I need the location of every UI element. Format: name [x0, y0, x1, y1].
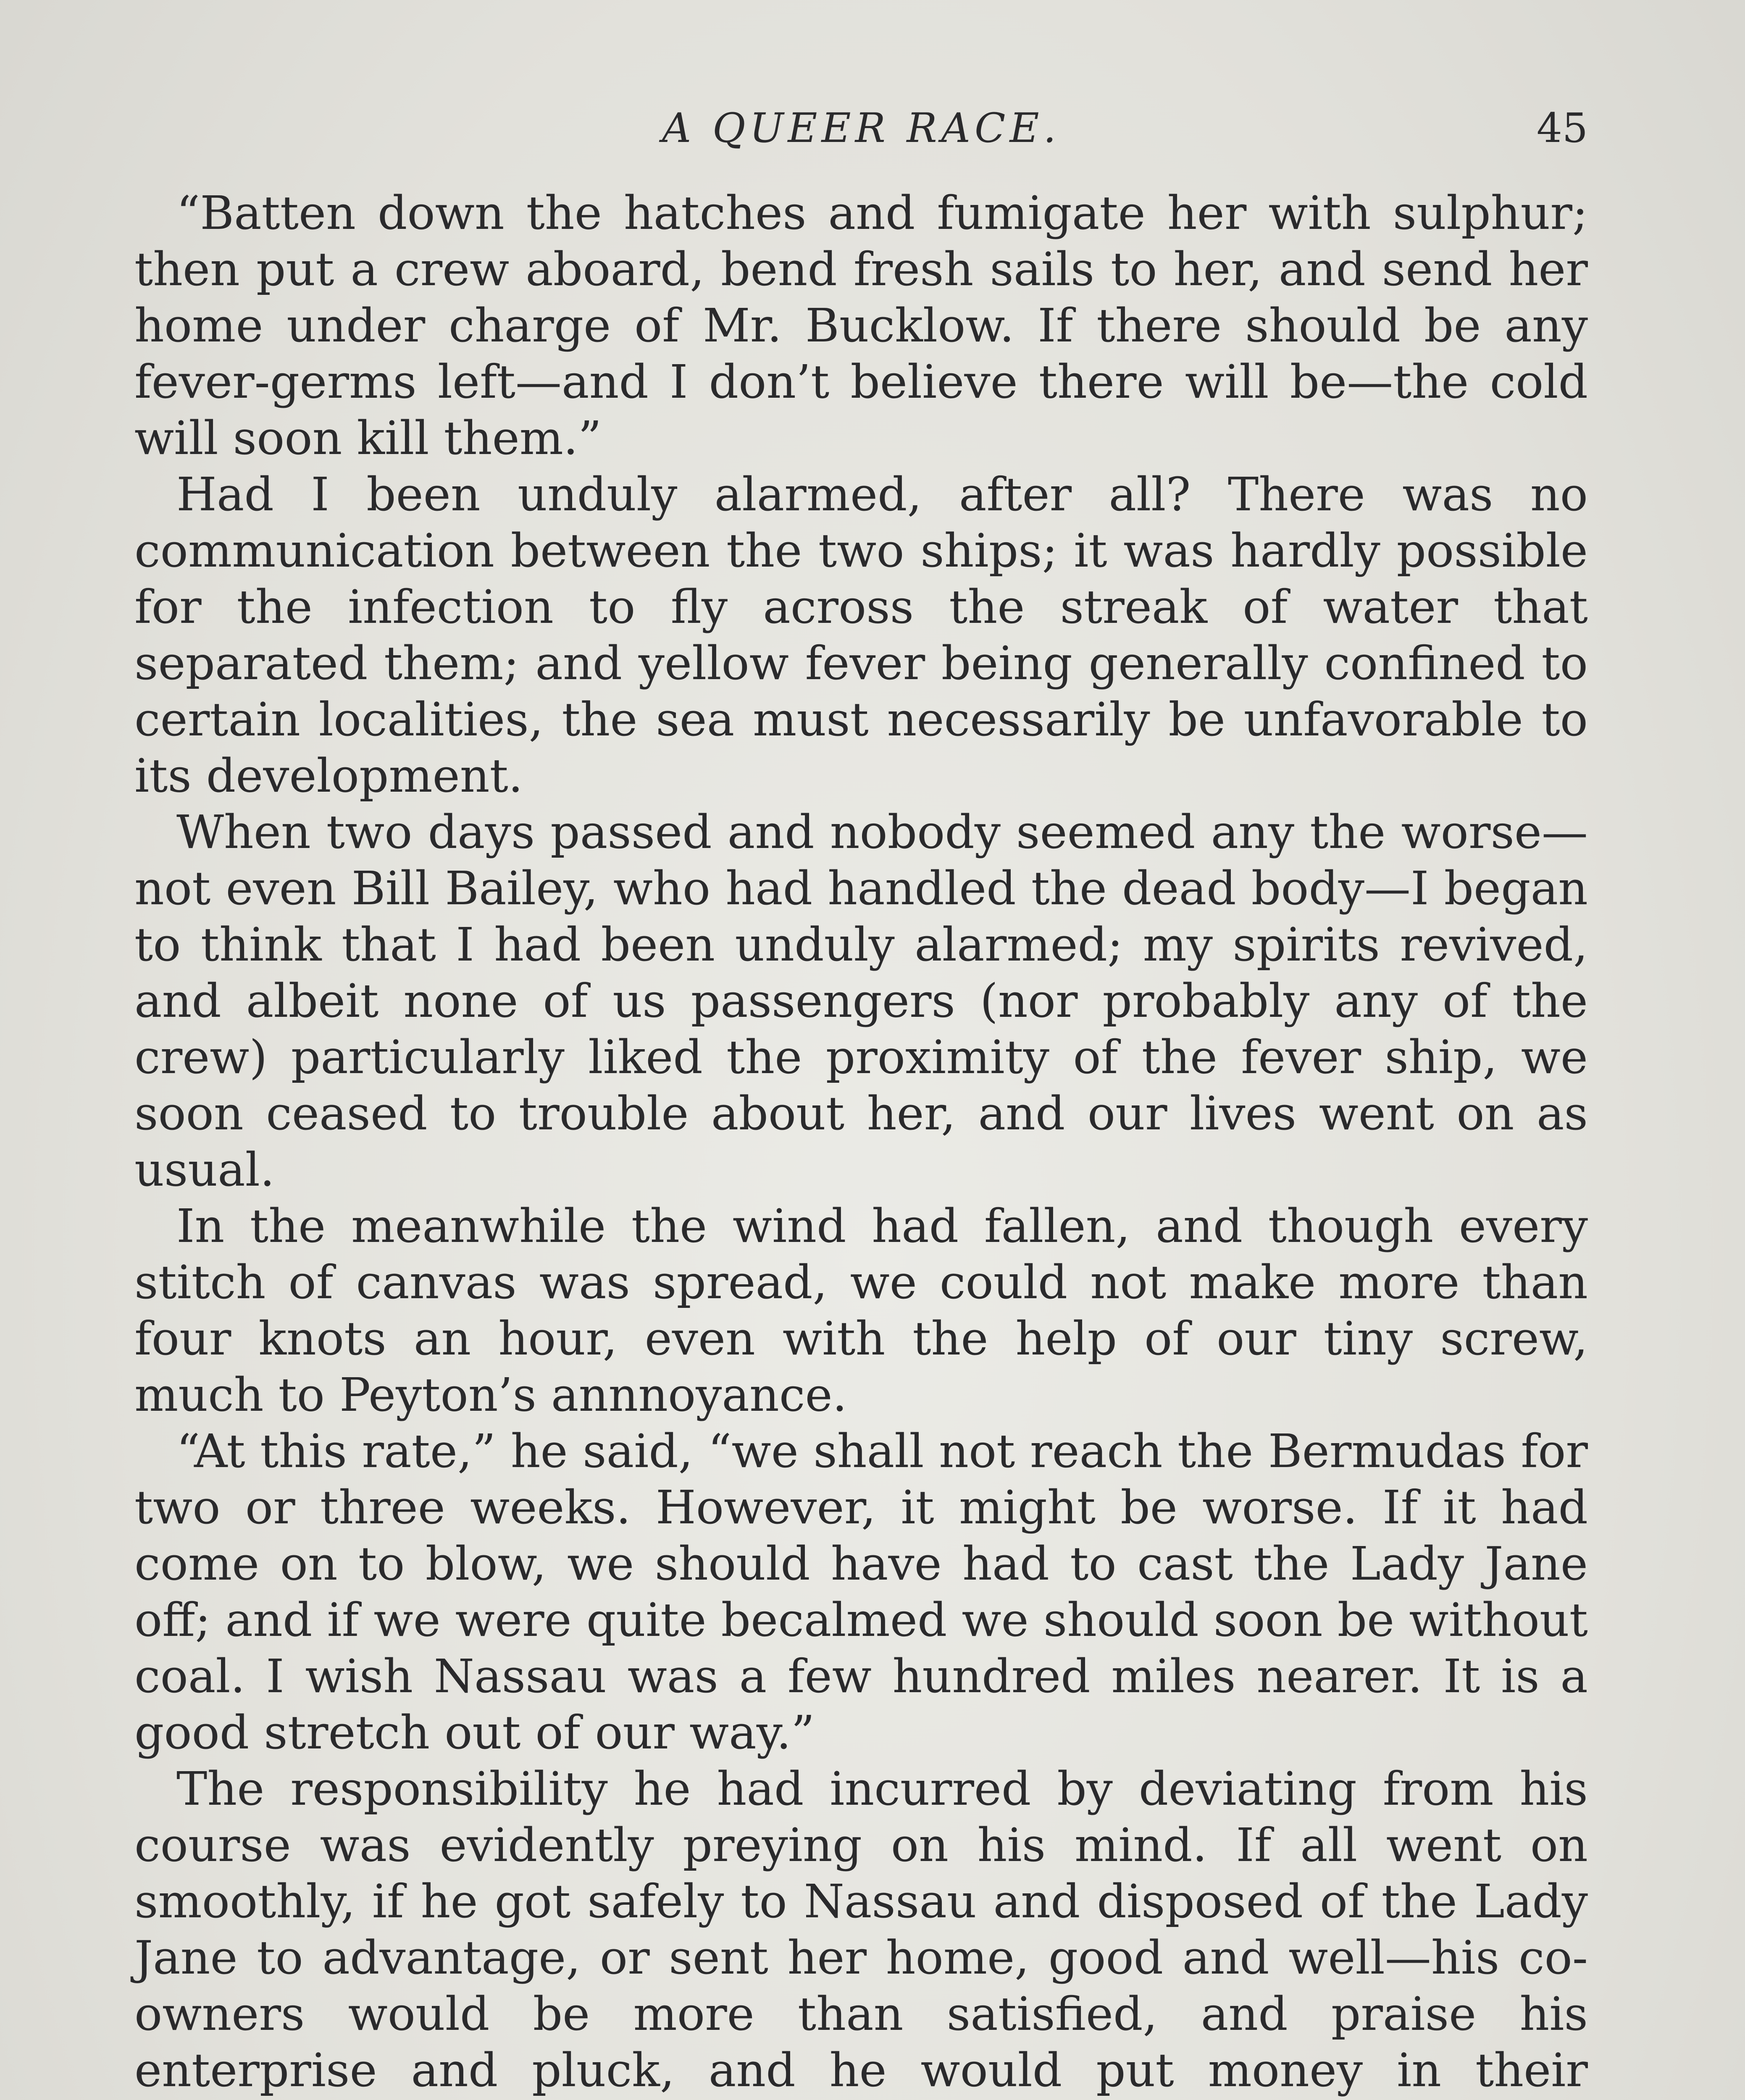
paragraph-4: In the meanwhile the wind had fallen, and though every stitch of canvas was spread, we could not make more than four knots an hour, even with the help of our tiny screw, much to Peyton’s annnoyance.: [134, 1199, 1588, 1422]
body-text: [134, 185, 1588, 2100]
running-header: [134, 97, 1588, 160]
paragraph-6: The responsibility he had incurred by deviating from his course was evidently preying on his mind. If all went on smoothly, if he got safely to Nassau and disposed of the Lady Jane to advantage, or sent her home, good and well—his co-owners would be more than satisfied, and praise his enterprise and pluck, and he would put money in their: [134, 1762, 1588, 2097]
running-title: A QUEER RACE.: [662, 105, 1061, 152]
paragraph-5: “At this rate,” he said, “we shall not reach the Bermudas for two or three weeks. However, it might be worse. If it had come on to blow, we should have had to cast the Lady Jane off; and if we were quite becalmed we should soon be without coal. I wish Nassau was a few hundred miles nearer. It is a good stretch out of our way.”: [134, 1424, 1588, 1759]
paragraph-1: “Batten down the hatches and fumigate her with sulphur; then put a crew aboard, bend fresh sails to her, and send her home under charge of Mr. Bucklow. If there should be any fever-germs left—and I don’t believe there will be—the cold will soon kill them.”: [134, 186, 1588, 465]
page-number: 45: [1536, 105, 1588, 152]
paragraph-2: Had I been unduly alarmed, after all? There was no communication between the two ships; it was hardly possible for the infection to fly across the streak of water that separated them; and yellow fever being generally confined to certain localities, the sea must necessarily be unfavorable to its development.: [134, 467, 1588, 803]
paragraph-3: When two days passed and nobody seemed any the worse—not even Bill Bailey, who had handled the dead body—I began to think that I had been unduly alarmed; my spirits revived, and albeit none of us passengers (nor probably any of the crew) particularly liked the proximity of the fever ship, we soon ceased to trouble about her, and our lives went on as usual.: [134, 805, 1588, 1197]
